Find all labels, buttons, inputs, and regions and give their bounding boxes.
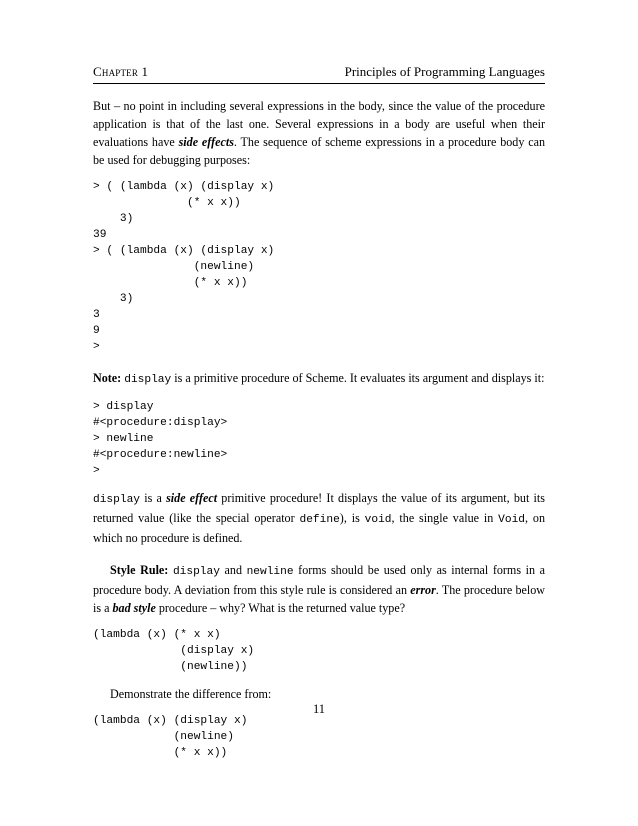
error-emphasis: error: [410, 583, 436, 597]
code-void: void: [364, 514, 392, 526]
page-number: 11: [312, 702, 326, 716]
para2-text-1: is a: [140, 491, 167, 505]
para1-text-a: But – no point in including several expressions in the body, since the value of the procedure application is that of the last one. Several expressions in a body are useful when their evaluations have: [93, 99, 545, 149]
style-code-newline: newline: [246, 566, 294, 578]
chapter-label: Chapter 1: [93, 64, 149, 79]
paragraph-style-rule: [93, 561, 545, 617]
code-define: define: [299, 514, 340, 526]
style-text-1: and: [219, 563, 247, 577]
paragraph-side-effects: [93, 97, 545, 169]
note-label: Note:: [93, 371, 122, 385]
paragraph-note: [93, 369, 545, 389]
book-title: Principles of Programming Languages: [344, 64, 545, 79]
para2-text-5: , on which no procedure is defined.: [93, 511, 545, 545]
para2-text-3: ), is: [339, 511, 365, 525]
paragraph-void: [93, 489, 545, 547]
para2-text-2: primitive procedure! It displays the value of its argument, but its returned value (like the special operator: [93, 491, 545, 525]
code-block-good-style: (lambda (x) (display x) (newline) (* x x)): [93, 715, 248, 759]
style-rule-label: Style Rule:: [110, 563, 169, 577]
bad-style-emphasis: bad style: [112, 601, 156, 615]
style-code-display: display: [172, 566, 220, 578]
para2-text-4: , the single value in: [391, 511, 499, 525]
running-header: [93, 63, 545, 84]
paragraph-demonstrate: Demonstrate the difference from:: [110, 687, 272, 701]
note-code-display: display: [124, 374, 172, 386]
style-text-3: . The procedure below is a: [93, 583, 546, 615]
note-text: is a primitive procedure of Scheme. It evaluates its argument and displays it:: [171, 371, 545, 385]
style-text-4: procedure – why? What is the returned value type?: [155, 601, 406, 615]
code-block-display-example: > ( (lambda (x) (display x) (* x x)) 3) 39 > ( (lambda (x) (display x) (newline) (* x x)) 3) 3 9 >: [93, 181, 275, 353]
page-body: [93, 97, 545, 761]
side-effect-emphasis: side effect: [166, 491, 218, 505]
style-text-2: forms should be used only as internal forms in a procedure body. A deviation from this style rule is considered an: [93, 563, 545, 597]
code-display: display: [93, 494, 140, 506]
code-Void-type: Void: [498, 514, 525, 526]
para1-text-b: . The sequence of scheme expressions in a procedure body can be used for debugging purposes:: [93, 135, 545, 167]
side-effects-emphasis: side effects: [178, 135, 234, 149]
code-block-primitives: > display #<procedure:display> > newline #<procedure:newline> >: [93, 401, 228, 477]
code-block-bad-style: (lambda (x) (* x x) (display x) (newline)): [93, 629, 255, 673]
